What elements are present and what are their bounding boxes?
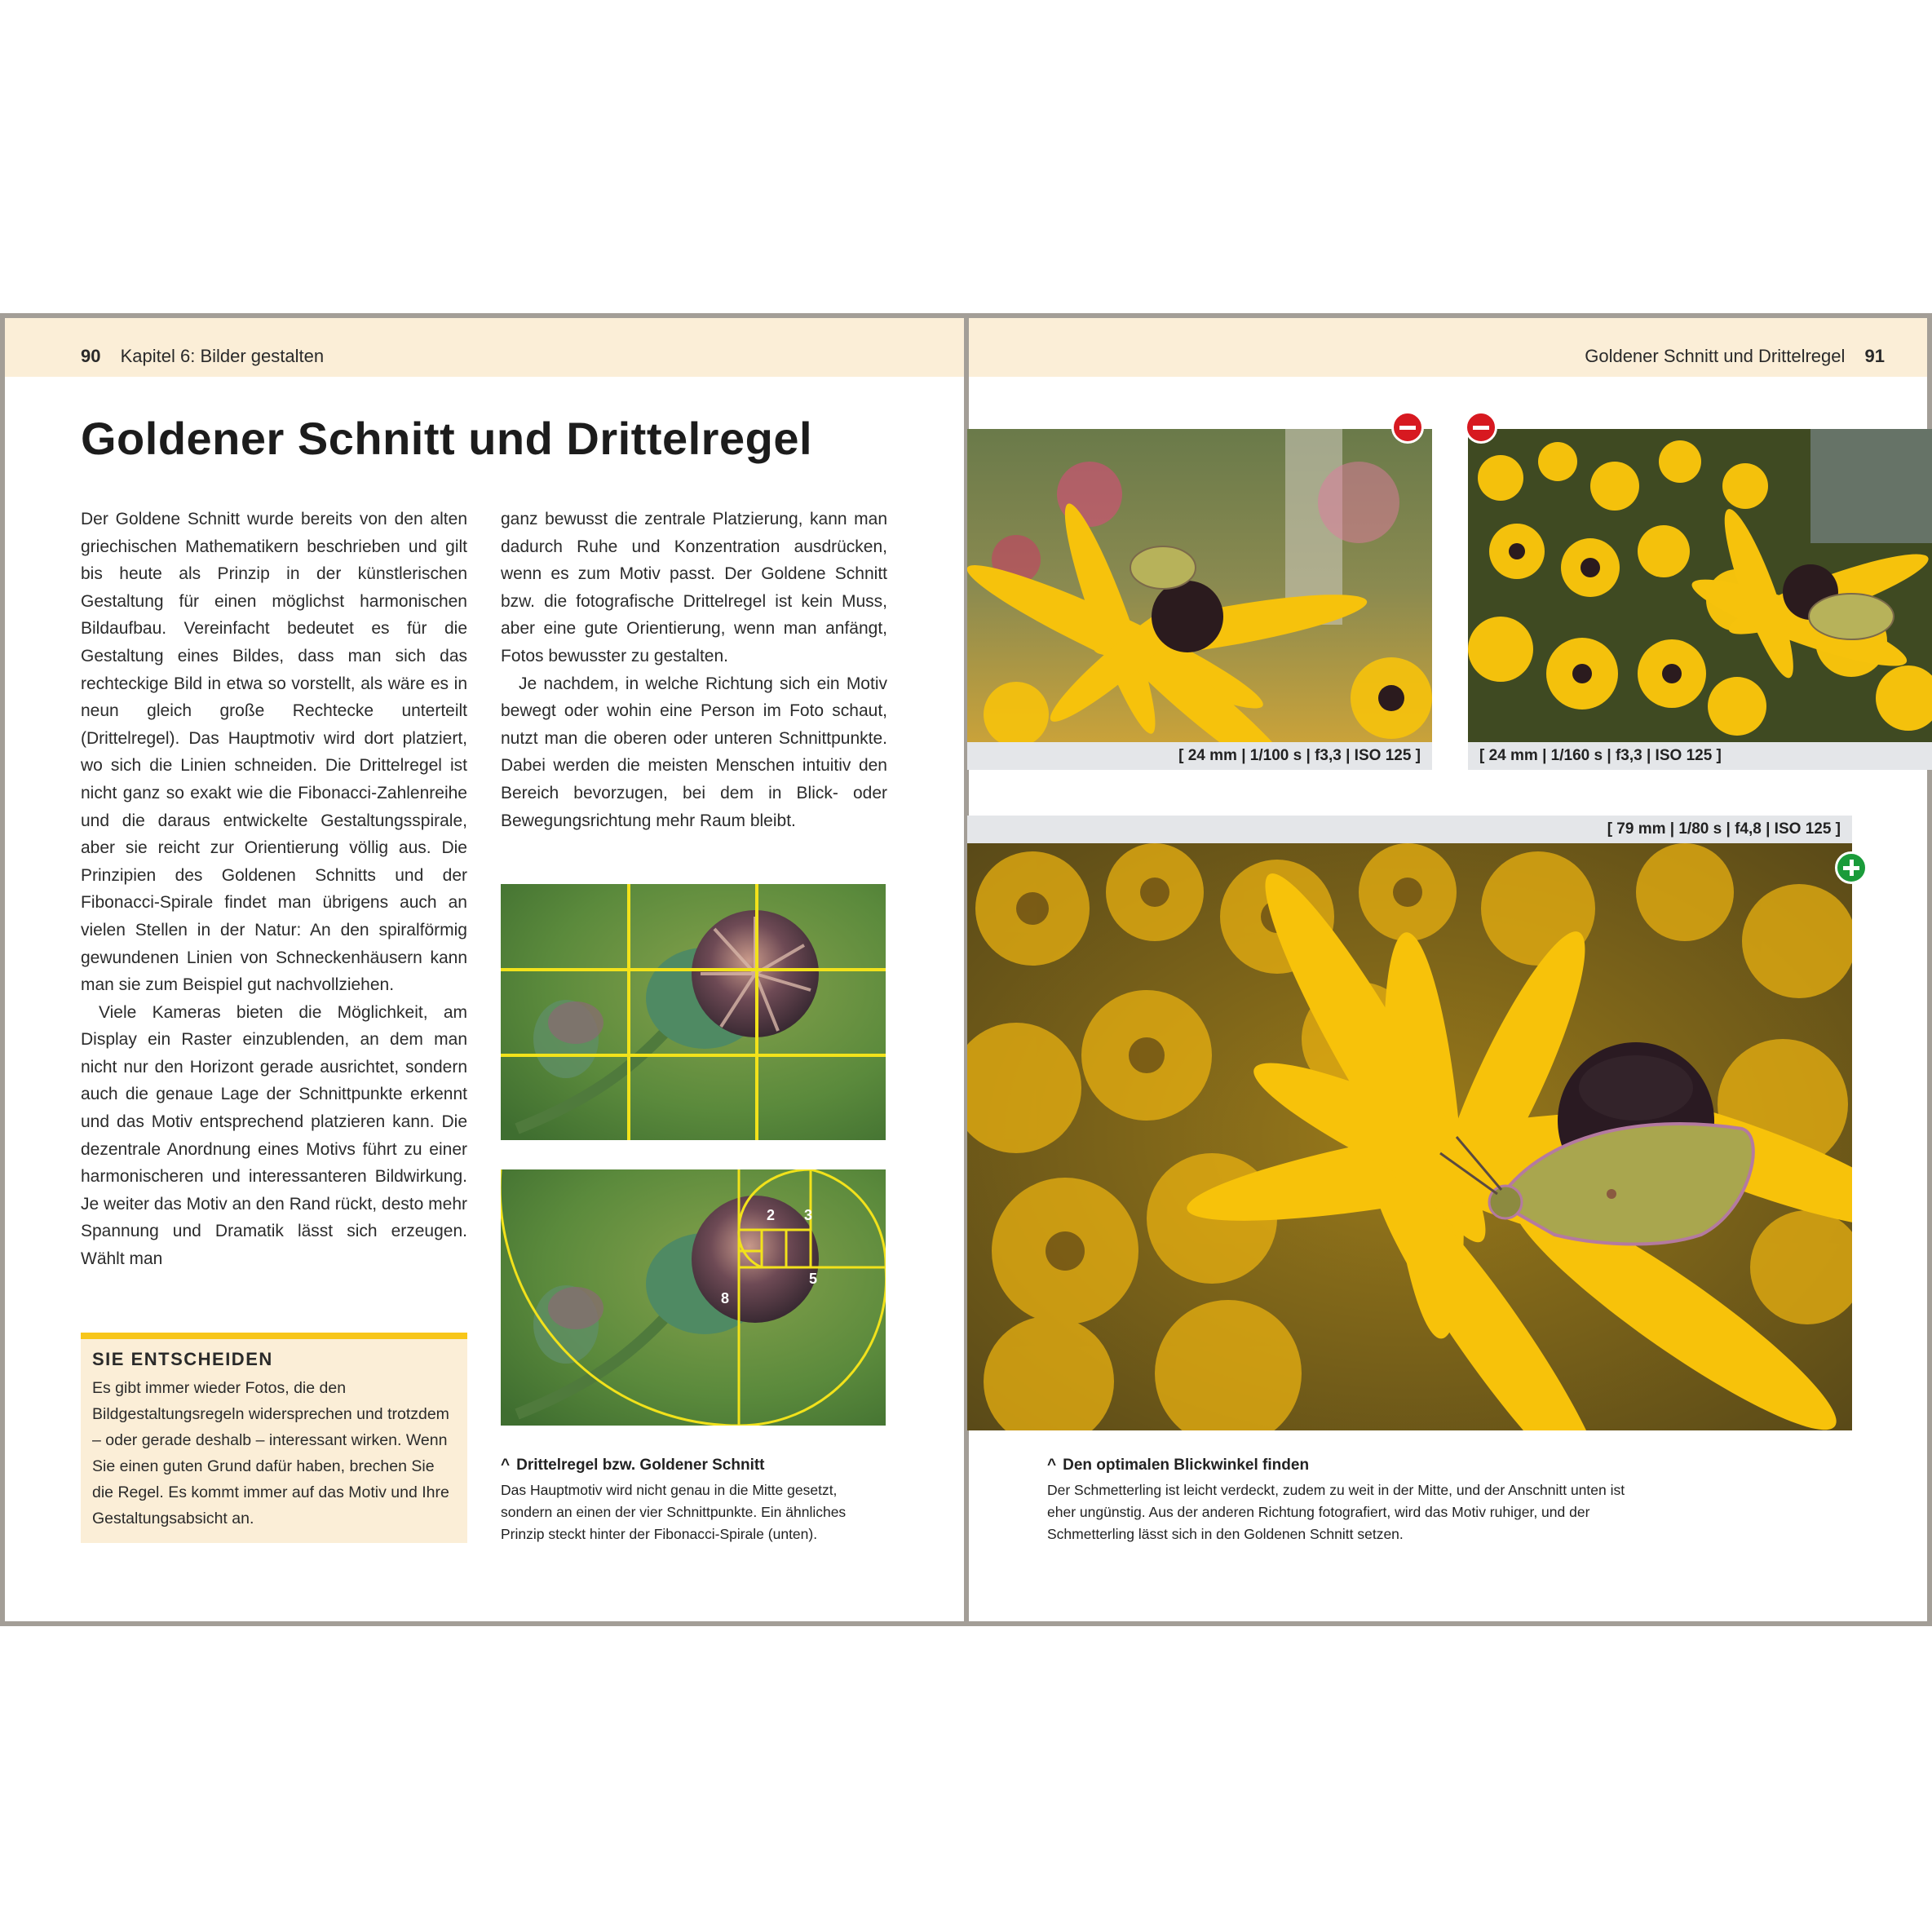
spiral-label-2: 2 <box>767 1207 776 1223</box>
minus-circle-icon <box>1391 411 1424 444</box>
book-spread <box>0 313 1932 1626</box>
right-caption-title-row <box>1047 1457 1309 1474</box>
poppy-spiral-image <box>501 1169 886 1426</box>
left-page-number: 90 <box>81 346 101 366</box>
body-column-2 <box>501 506 887 834</box>
paragraph-1: Der Goldene Schnitt wurde bereits von den alten griechischen Mathematikern beschrieben und gilt bis heute als Prinzip in der künstlerischen Gestaltung für einen möglichst harmonischen Bildaufbau. Vereinfacht bedeutet es für die Gestaltung eines Bildes, dass man sich das rechteckige Bild in etwa so vorstellt, als wäre es in neun gleich große Rechtecke unterteilt (Drittelregel). Das Hauptmotiv wird dort platziert, wo sich die Linien schneiden. Die Drittelregel ist nicht ganz so exakt wie die Fibonacci-Zahlenreihe und die daraus entwickelte Gestaltungsspirale, aber sie reicht zur Orientierung völlig aus. Die Prinzipien des Goldenen Schnitts und der Fibonacci-Spirale findet man übrigens auch an vielen Stellen in der Natur: An den spiralförmig gewundenen Linien von Schneckenhäusern kann man sie zum Beispiel gut nachvollziehen. <box>81 510 467 995</box>
caret-up-icon: ^ <box>1047 1457 1057 1474</box>
right-caption-title: Den optimalen Blickwinkel finden <box>1063 1457 1310 1474</box>
right-page <box>964 313 1932 1626</box>
left-header <box>81 346 324 367</box>
page-title: Goldener Schnitt und Drittelregel <box>81 413 813 464</box>
spiral-label-8: 8 <box>721 1290 730 1306</box>
photo-2-exif: [ 24 mm | 1/160 s | f3,3 | ISO 125 ] <box>1468 742 1932 770</box>
poppy-thirds-photo <box>501 884 886 1140</box>
info-box <box>81 1333 467 1543</box>
photo-1-image <box>967 429 1432 742</box>
photo-3 <box>967 843 1852 1430</box>
running-title: Goldener Schnitt und Drittelregel <box>1585 346 1846 366</box>
photo-3-image <box>967 843 1852 1430</box>
plus-circle-icon <box>1835 851 1868 884</box>
photo-1-exif: [ 24 mm | 1/100 s | f3,3 | ISO 125 ] <box>967 742 1432 770</box>
photo-2 <box>1468 429 1932 742</box>
paragraph-2: Viele Kameras bieten die Möglichkeit, am Display ein Raster einzublenden, an dem man nicht nur den Horizont gerade ausrichtet, sondern auch die genaue Lage der Schnittpunkte erkennt und das Motiv entsprechend platzieren kann. Die dezentrale Anordnung eines Motivs führt zu einer harmonischeren und interessanteren Bildwirkung. Je weiter das Motiv an den Rand rückt, desto mehr Spannung und Dramatik lässt sich erzeugen. Wählt man <box>81 1002 467 1269</box>
spiral-label-5: 5 <box>809 1271 818 1287</box>
photo-1 <box>967 429 1432 742</box>
spiral-label-3: 3 <box>804 1207 813 1223</box>
body-column-1 <box>81 506 467 1273</box>
paragraph-3: ganz bewusst die zentrale Platzierung, kann man dadurch Ruhe und Konzentration ausdrücken, wenn es zum Motiv passt. Der Goldene Schnitt bzw. die fotografische Drittelregel ist kein Muss, aber eine gute Orientierung, wenn man anfängt, Fotos bewusster zu gestalten. <box>501 510 887 665</box>
left-caption-title-row <box>501 1457 765 1474</box>
left-page <box>0 313 969 1626</box>
left-caption-text: Das Hauptmotiv wird nicht genau in die Mitte gesetzt, sondern an einen der vier Schnittpunkte. Ein ähnliches Prinzip steckt hinter der Fibonacci-Spirale (unten). <box>501 1482 847 1542</box>
minus-circle-icon <box>1465 411 1497 444</box>
left-caption-title: Drittelregel bzw. Goldener Schnitt <box>516 1457 765 1474</box>
info-box-title: SIE ENTSCHEIDEN <box>92 1349 273 1369</box>
info-box-text: Es gibt immer wieder Fotos, die den Bildgestaltungsregeln widersprechen und trotzdem – oder gerade deshalb – interessant wirken. Wenn Sie einen guten Grund dafür haben, brechen Sie die Regel. Es kommt immer auf das Motiv und Ihre Gestaltungsabsicht an. <box>92 1379 449 1527</box>
poppy-spiral-photo <box>501 1169 886 1426</box>
right-header <box>1585 346 1885 367</box>
poppy-thirds-image <box>501 884 886 1140</box>
photo-3-exif: [ 79 mm | 1/80 s | f4,8 | ISO 125 ] <box>967 816 1852 843</box>
paragraph-4: Je nachdem, in welche Richtung sich ein Motiv bewegt oder wohin eine Person im Foto schaut, nutzt man die oberen oder unteren Schnittpunkte. Dabei werden die meisten Menschen intuitiv den Bereich bevorzugen, bei dem in Blick- oder Bewegungsrichtung mehr Raum bleibt. <box>501 674 887 830</box>
photo-2-image <box>1468 429 1932 742</box>
right-page-number: 91 <box>1864 346 1885 366</box>
right-caption-text: Der Schmetterling ist leicht verdeckt, zudem zu weit in der Mitte, und der Anschnitt unten ist eher ungünstig. Aus der anderen Richtung fotografiert, wird das Motiv ruhiger, und der Schmetterling lässt sich in den Goldenen Schnitt setzen. <box>1047 1482 1625 1542</box>
caret-up-icon: ^ <box>501 1457 511 1474</box>
chapter-title: Kapitel 6: Bilder gestalten <box>120 346 325 366</box>
